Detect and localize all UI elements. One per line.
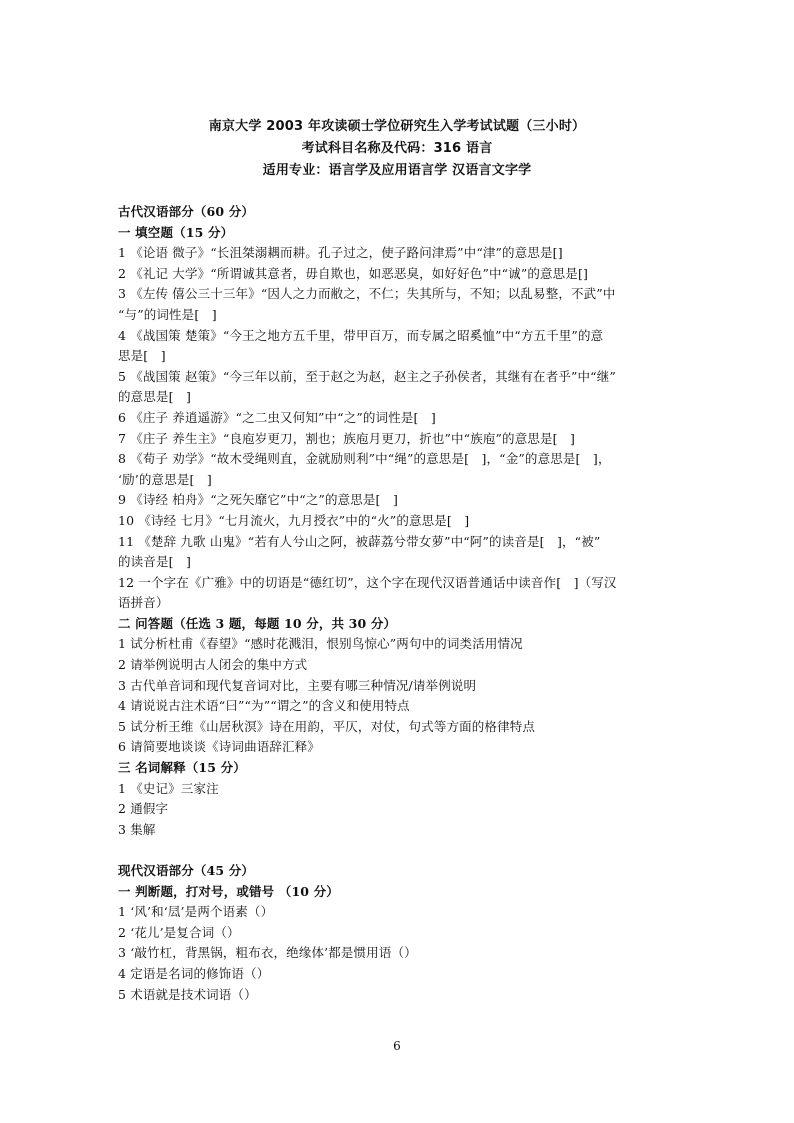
question-line: 思是[ ] xyxy=(118,348,166,364)
section-heading: 一 判断题，打对号，或错号 （10 分） xyxy=(118,883,339,899)
exam-header xyxy=(0,116,794,182)
page-number: 6 xyxy=(393,1039,401,1053)
question-line: 6 请简要地谈谈《诗词曲语辞汇释》 xyxy=(118,739,320,755)
exam-title: 南京大学 2003 年攻读硕士学位研究生入学考试试题（三小时） xyxy=(208,119,586,134)
question-line: 3 古代单音词和现代复音词对比，主要有哪三种情况/请举例说明 xyxy=(118,677,477,693)
question-line: 2 《礼记 大学》“所谓诚其意者，毋自欺也，如恶恶臭，如好好色”中“诚”的意思是[] xyxy=(118,265,589,281)
question-line: 1 ‘风’和‘凨’是两个语素（） xyxy=(118,904,274,920)
question-line: 10 《诗经 七月》“七月流火，九月授衣”中的“火”的意思是[ ] xyxy=(118,512,470,528)
question-line: 2 请举例说明古人闭会的集中方式 xyxy=(118,657,308,673)
question-line: “与”的词性是[ ] xyxy=(118,306,217,322)
exam-subject: 考试科目名称及代码：316 语言 xyxy=(301,141,493,156)
section-heading: 三 名词解释（15 分） xyxy=(118,760,246,776)
question-line: 11 《楚辞 九歌 山鬼》“若有人兮山之阿，被薜荔兮带女萝”中“阿”的读音是[ ]，“被” xyxy=(118,533,601,549)
question-line: 5 《战国策 赵策》“今三年以前，至于赵之为赵，赵主之子孙侯者，其继有在者乎”中“继” xyxy=(118,368,616,384)
question-line: 的意思是[ ] xyxy=(118,389,192,405)
question-line: 8 《荀子 劝学》“故木受绳则直，金就励则利”中“绳”的意思是[ ]，“金”的意思是[ ]， xyxy=(118,451,611,467)
exam-body xyxy=(118,202,680,1005)
section-heading: 现代汉语部分（45 分） xyxy=(118,863,255,878)
question-line: 5 试分析王维《山居秋溟》诗在用韵，平仄，对仗，句式等方面的格律特点 xyxy=(118,718,536,734)
section-heading: 古代汉语部分（60 分） xyxy=(118,204,255,219)
question-line: 12 一个字在《广雅》中的切语是“德红切”，这个字在现代汉语普通话中读音作[ ]（写汉 xyxy=(118,574,617,590)
question-line: 9 《诗经 柏舟》“之死矢靡它”中“之”的意思是[ ] xyxy=(118,492,398,508)
blank-line xyxy=(118,840,680,861)
question-line: 5 术语就是技术词语（） xyxy=(118,986,257,1002)
question-line: 1 《史记》三家注 xyxy=(118,780,219,796)
section-heading: 二 问答题（任选 3 题，每题 10 分，共 30 分） xyxy=(118,615,397,631)
question-line: 2 ‘花儿’是复合词（） xyxy=(118,924,240,940)
question-line: ‘励’的意思是[ ] xyxy=(118,471,212,487)
question-line: 7 《庄子 养生主》“良庖岁更刀，割也；族庖月更刀，折也”中“族庖”的意思是[ ] xyxy=(118,430,576,446)
question-line: 3 ‘敲竹杠，背黑锅，粗布衣，绝缘体’都是惯用语（） xyxy=(118,945,417,961)
question-line: 6 《庄子 养逍遥游》“之二虫又何知”中“之”的词性是[ ] xyxy=(118,409,436,425)
exam-major: 适用专业：语言学及应用语言学 汉语言文字学 xyxy=(262,163,532,178)
question-line: 3 集解 xyxy=(118,821,156,837)
question-line: 的读音是[ ] xyxy=(118,554,192,570)
question-line: 1 《论语 微子》“长沮桀溺耦而耕。孔子过之，使子路问津焉”中“津”的意思是[] xyxy=(118,245,563,261)
question-line: 4 请说说古注术语“曰”“为”“谓之”的含义和使用特点 xyxy=(118,698,410,714)
question-line: 4 定语是名词的修饰语（） xyxy=(118,965,270,981)
question-line: 4 《战国策 楚策》“今王之地方五千里，带甲百万，而专属之昭奚恤”中“方五千里”的意 xyxy=(118,327,604,343)
question-line: 语拼音） xyxy=(118,595,169,611)
question-line: 1 试分析杜甫《春望》“感时花溅泪，恨别鸟惊心”两句中的词类活用情况 xyxy=(118,636,523,652)
question-line: 3 《左传 僖公三十三年》“因人之力而敝之，不仁；失其所与，不知；以乱易整，不武”中 xyxy=(118,286,616,302)
section-heading: 一 填空题（15 分） xyxy=(118,224,234,240)
question-line: 2 通假字 xyxy=(118,801,169,817)
